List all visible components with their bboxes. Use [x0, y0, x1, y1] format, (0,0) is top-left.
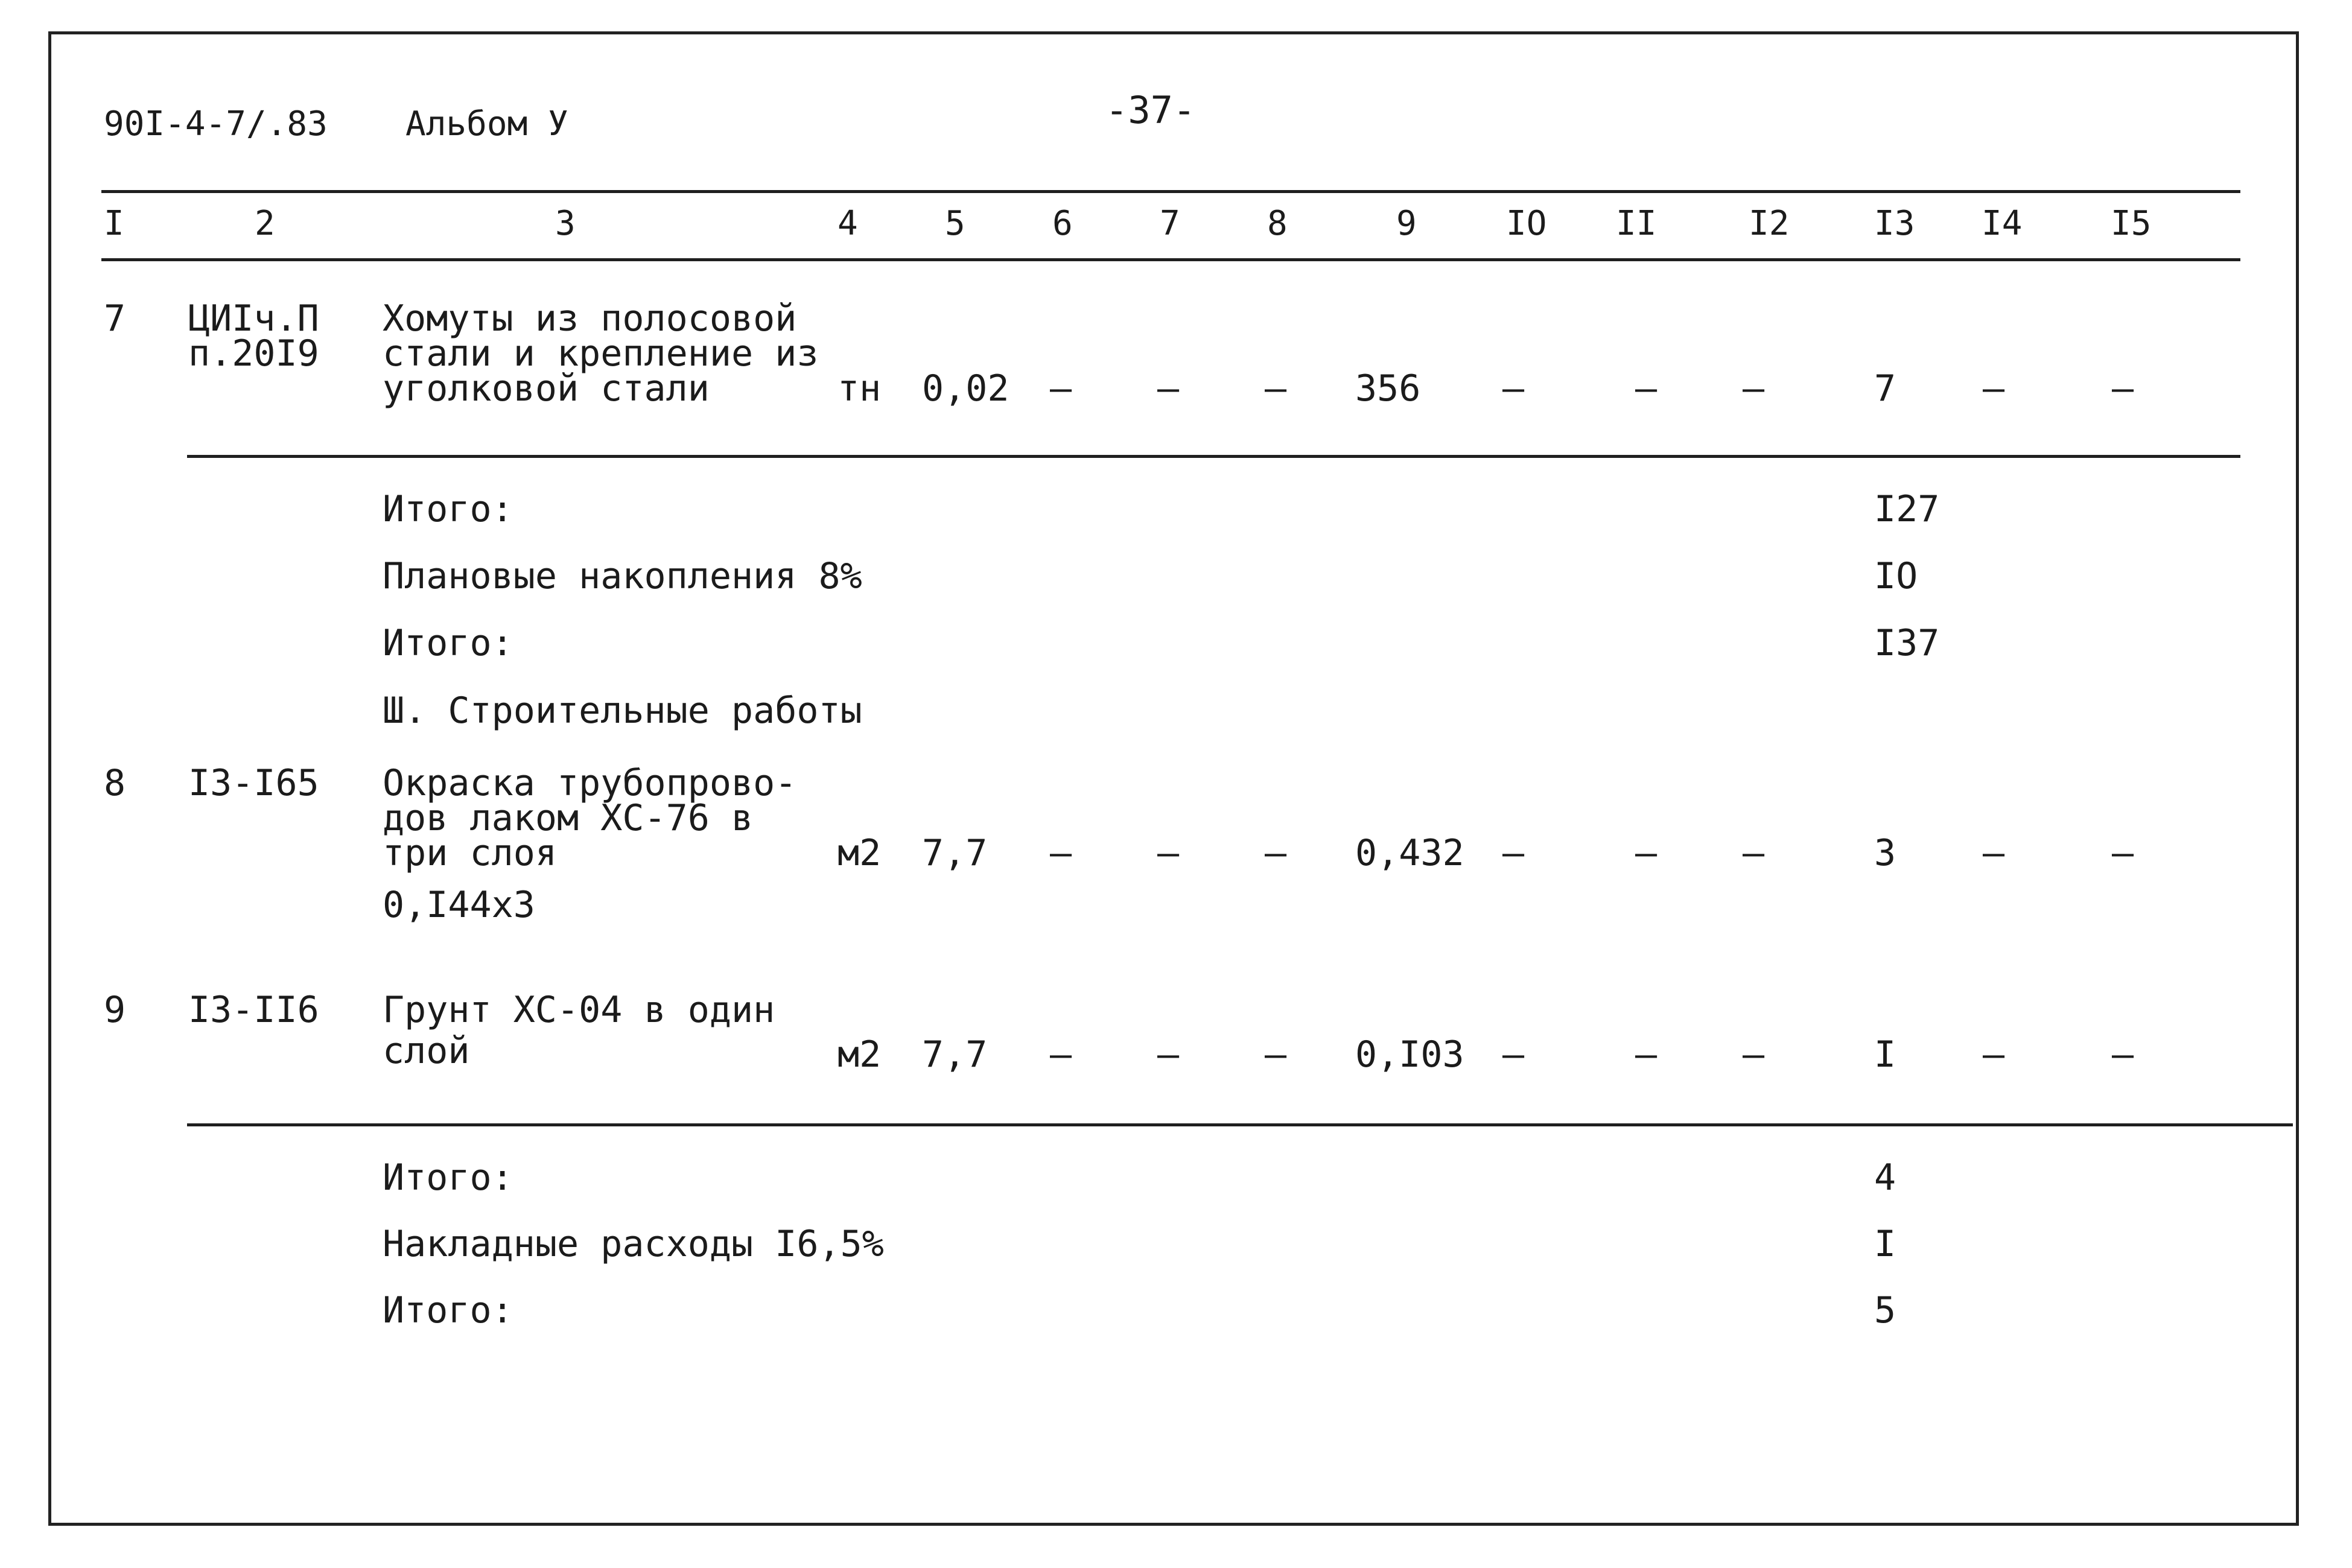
summary2-itogo-b: Итого:: [383, 1289, 513, 1332]
row-9-num: 9: [104, 989, 126, 1031]
row-9-bottom-rule: [187, 1123, 2293, 1126]
doc-code: 90I-4-7/.83: [104, 104, 328, 144]
row-7-c11: –: [1635, 367, 1658, 410]
row-9-c6: –: [1050, 1033, 1072, 1076]
row-9-desc1: Грунт ХС-04 в один: [383, 989, 775, 1031]
summary1-planned-accumulation: Плановые накопления 8%: [383, 555, 862, 597]
row-7-bottom-rule: [187, 455, 2240, 458]
row-9-c8: –: [1265, 1033, 1287, 1076]
section-heading: Ш. Строительные работы: [383, 690, 862, 732]
row-7-c10: –: [1502, 367, 1525, 410]
row-7-c9: 356: [1355, 367, 1421, 410]
row-9-c10: –: [1502, 1033, 1525, 1076]
row-7-unit: тн: [838, 367, 882, 410]
row-7-c14: –: [1983, 367, 2005, 410]
row-9-c11: –: [1635, 1033, 1658, 1076]
row-8-c7: –: [1157, 832, 1180, 874]
col-7: 7: [1160, 204, 1180, 243]
summary1-itogo-a-value: I27: [1874, 488, 1940, 530]
summary2-overhead-value: I: [1874, 1223, 1896, 1265]
album-label: Альбом У: [405, 104, 568, 144]
row-8-c10: –: [1502, 832, 1525, 874]
row-7-code2: п.20I9: [188, 332, 319, 375]
row-8-desc4: 0,I44х3: [383, 884, 535, 926]
col-3: 3: [555, 204, 576, 243]
row-8-c11: –: [1635, 832, 1658, 874]
row-7-desc3: уголковой стали: [383, 367, 710, 410]
summary2-itogo-b-value: 5: [1874, 1289, 1896, 1332]
summary2-itogo-a-value: 4: [1874, 1157, 1896, 1199]
row-7-qty: 0,02: [922, 367, 1009, 410]
summary1-planned-accumulation-value: IO: [1874, 555, 1918, 597]
col-8: 8: [1267, 204, 1288, 243]
row-8-c12: –: [1743, 832, 1765, 874]
row-8-c13: 3: [1874, 832, 1896, 874]
row-9-c12: –: [1743, 1033, 1765, 1076]
row-9-c14: –: [1983, 1033, 2005, 1076]
row-8-c9: 0,432: [1355, 832, 1464, 874]
row-8-qty: 7,7: [922, 832, 988, 874]
summary1-itogo-b: Итого:: [383, 622, 513, 664]
row-8-num: 8: [104, 762, 126, 804]
row-9-desc2: слой: [383, 1030, 470, 1072]
row-7-c13: 7: [1874, 367, 1896, 410]
summary1-itogo-b-value: I37: [1874, 622, 1940, 664]
row-7-code1: ЦИIч.П: [188, 297, 319, 340]
summary2-itogo-a: Итого:: [383, 1157, 513, 1199]
col-13: I3: [1874, 204, 1915, 243]
row-9-c7: –: [1157, 1033, 1180, 1076]
row-8-c6: –: [1050, 832, 1072, 874]
row-9-code: I3-II6: [188, 989, 319, 1031]
header-top-rule: [101, 190, 2240, 193]
row-7-c7: –: [1157, 367, 1180, 410]
row-8-unit: м2: [838, 832, 882, 874]
col-5: 5: [945, 204, 965, 243]
header-bottom-rule: [101, 258, 2240, 261]
col-14: I4: [1982, 204, 2023, 243]
col-1: I: [104, 204, 124, 243]
row-7-c6: –: [1050, 367, 1072, 410]
row-7-desc1: Хомуты из полосовой: [383, 297, 797, 340]
row-9-c9: 0,I03: [1355, 1033, 1464, 1076]
col-6: 6: [1052, 204, 1073, 243]
col-15: I5: [2111, 204, 2152, 243]
row-8-c15: –: [2112, 832, 2134, 874]
row-8-desc3: три слоя: [383, 832, 557, 874]
col-10: IO: [1506, 204, 1547, 243]
row-8-desc1: Окраска трубопрово-: [383, 762, 797, 804]
row-7-desc2: стали и крепление из: [383, 332, 819, 375]
summary1-itogo-a: Итого:: [383, 488, 513, 530]
row-9-c13: I: [1874, 1033, 1896, 1076]
col-2: 2: [255, 204, 275, 243]
row-8-c14: –: [1983, 832, 2005, 874]
row-7-c15: –: [2112, 367, 2134, 410]
row-7-c12: –: [1743, 367, 1765, 410]
row-8-c8: –: [1265, 832, 1287, 874]
col-11: II: [1616, 204, 1657, 243]
col-12: I2: [1749, 204, 1790, 243]
row-7-c8: –: [1265, 367, 1287, 410]
row-9-c15: –: [2112, 1033, 2134, 1076]
row-8-code: I3-I65: [188, 762, 319, 804]
col-4: 4: [838, 204, 858, 243]
col-9: 9: [1396, 204, 1417, 243]
row-9-qty: 7,7: [922, 1033, 988, 1076]
row-7-num: 7: [104, 297, 126, 340]
row-9-unit: м2: [838, 1033, 882, 1076]
page-number: -37-: [1105, 88, 1196, 132]
row-8-desc2: дов лаком ХС-76 в: [383, 797, 754, 839]
summary2-overhead: Накладные расходы I6,5%: [383, 1223, 884, 1265]
